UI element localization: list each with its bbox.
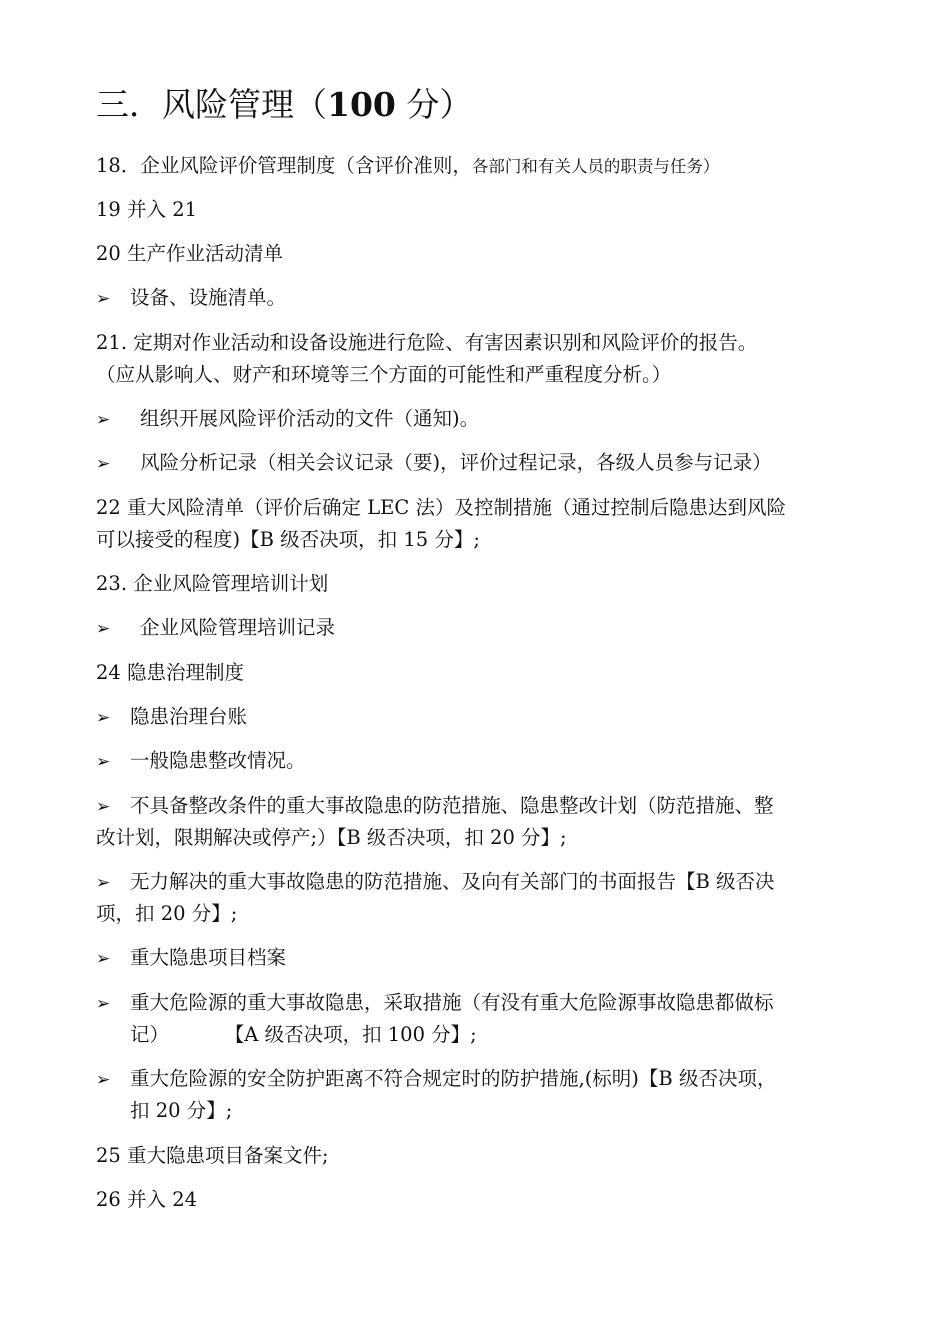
item-22-line-2: 可以接受的程度)【B 级否决项，扣 15 分】; xyxy=(96,528,480,551)
section-title-text: 三．风险管理（ xyxy=(96,85,327,124)
bullet-equipment-text: 设备、设施清单。 xyxy=(130,286,287,309)
bullet-training-text: 企业风险管理培训记录 xyxy=(140,616,336,639)
item-20: 20 生产作业活动清单 xyxy=(96,242,284,265)
bullet-ledger xyxy=(96,701,247,734)
item-19: 19 并入 21 xyxy=(96,198,198,221)
arrow-bullet-icon: ➢ xyxy=(96,410,111,430)
bullet-hazard-source-line-2: 记） 【A 级否决项，扣 100 分】; xyxy=(130,1023,477,1046)
bullet-distance-text: 重大危险源的安全防护距离不符合规定时的防护措施,(标明)【B 级否决项， xyxy=(130,1067,777,1090)
arrow-bullet-icon: ➢ xyxy=(96,752,111,772)
section-title-score: 100 xyxy=(327,85,396,124)
bullet-org-docs xyxy=(96,403,479,436)
bullet-archive xyxy=(96,942,286,975)
arrow-bullet-icon: ➢ xyxy=(96,949,111,969)
bullet-hazard-source-text: 重大危险源的重大事故隐患，采取措施（有没有重大危险源事故隐患都做标 xyxy=(130,991,774,1014)
bullet-org-docs-text: 组织开展风险评价活动的文件（通知)。 xyxy=(140,407,480,430)
section-title xyxy=(96,82,472,128)
bullet-unable-line-1 xyxy=(96,866,775,899)
arrow-bullet-icon: ➢ xyxy=(96,994,111,1014)
bullet-no-conditions-line-2: 改计划，限期解决或停产;）【B 级否决项，扣 20 分】; xyxy=(96,826,567,849)
bullet-general-hazards xyxy=(96,745,306,778)
item-21-line-1: 21. 定期对作业活动和设备设施进行危险、有害因素识别和风险评价的报告。 xyxy=(96,331,758,354)
bullet-training-records xyxy=(96,612,335,645)
bullet-no-conditions-text: 不具备整改条件的重大事故隐患的防范措施、隐患整改计划（防范措施、整 xyxy=(130,794,774,817)
bullet-general-text: 一般隐患整改情况。 xyxy=(130,749,306,772)
arrow-bullet-icon: ➢ xyxy=(96,708,111,728)
item-26: 26 并入 24 xyxy=(96,1188,198,1211)
arrow-bullet-icon: ➢ xyxy=(96,289,111,309)
bullet-archive-text: 重大隐患项目档案 xyxy=(130,946,287,969)
bullet-unable-line-2: 项，扣 20 分】; xyxy=(96,902,238,925)
section-title-end: 分） xyxy=(395,85,473,124)
bullet-equipment-list xyxy=(96,282,286,315)
item-18-text: 18．企业风险评价管理制度（含评价准则， xyxy=(96,154,472,177)
arrow-bullet-icon: ➢ xyxy=(96,454,111,474)
item-23: 23. 企业风险管理培训计划 xyxy=(96,572,329,595)
bullet-risk-analysis xyxy=(96,447,772,480)
bullet-hazard-source-line-1 xyxy=(96,987,774,1020)
item-25: 25 重大隐患项目备案文件; xyxy=(96,1144,329,1167)
arrow-bullet-icon: ➢ xyxy=(96,873,111,893)
bullet-risk-analysis-text: 风险分析记录（相关会议记录（要)，评价过程记录，各级人员参与记录） xyxy=(140,451,772,474)
item-18-note: 各部门和有关人员的职责与任务） xyxy=(471,157,720,176)
bullet-distance-line-1 xyxy=(96,1063,776,1096)
item-21-line-2: （应从影响人、财产和环境等三个方面的可能性和严重程度分析。） xyxy=(96,363,672,386)
bullet-ledger-text: 隐患治理台账 xyxy=(130,705,248,728)
item-24: 24 隐患治理制度 xyxy=(96,661,245,684)
item-18 xyxy=(96,150,719,183)
arrow-bullet-icon: ➢ xyxy=(96,797,111,817)
arrow-bullet-icon: ➢ xyxy=(96,619,111,639)
bullet-unable-text: 无力解决的重大事故隐患的防范措施、及向有关部门的书面报告【B 级否决 xyxy=(130,870,775,893)
bullet-distance-line-2: 扣 20 分】; xyxy=(130,1099,233,1122)
arrow-bullet-icon: ➢ xyxy=(96,1070,111,1090)
bullet-no-conditions-line-1 xyxy=(96,790,774,823)
item-22-line-1: 22 重大风险清单（评价后确定 LEC 法）及控制措施（通过控制后隐患达到风险 xyxy=(96,496,787,519)
